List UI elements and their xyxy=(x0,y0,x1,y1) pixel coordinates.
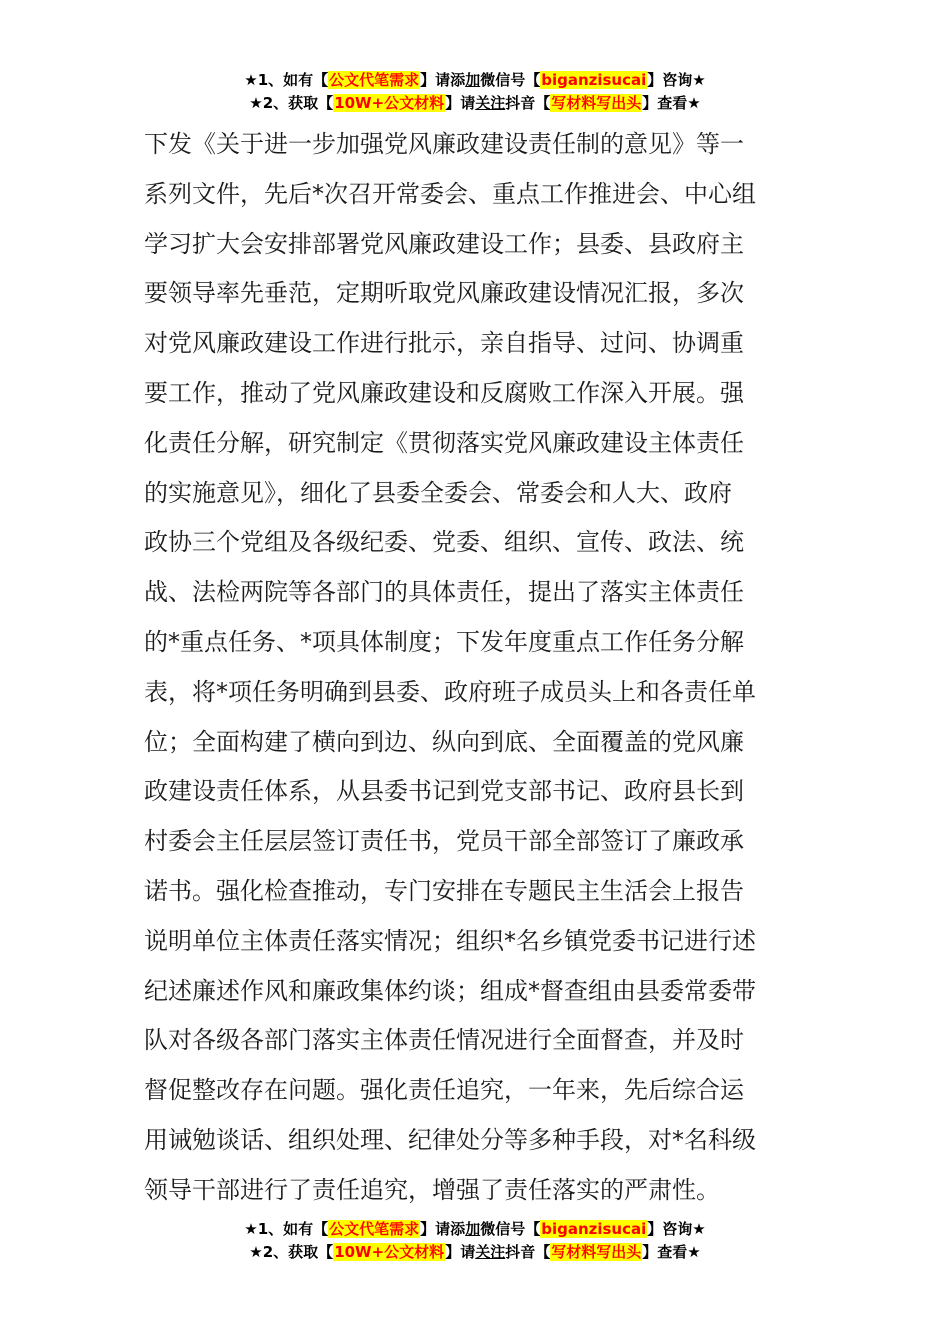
banner-text: 抖音【 xyxy=(505,1243,551,1261)
banner-highlight: 公文代笔需求 xyxy=(329,1220,420,1238)
body-line: 政建设责任体系，从县委书记到党支部书记、政府县长到 xyxy=(144,777,744,806)
banner-underlined-text: 关注 xyxy=(475,1243,506,1261)
body-line: 用诫勉谈话、组织处理、纪律处分等多种手段，对*名科级 xyxy=(144,1125,756,1154)
banner-douyin-id: 写材料写出头 xyxy=(551,1243,642,1261)
banner-text: 】请 xyxy=(445,1243,476,1261)
body-line: 化责任分解，研究制定《贯彻落实党风廉政建设主体责任 xyxy=(144,428,744,457)
body-line: 战、法检两院等各部门的具体责任，提出了落实主体责任 xyxy=(144,578,744,607)
body-line: 说明单位主体责任落实情况；组织*名乡镇党委书记进行述 xyxy=(144,926,756,955)
banner-douyin-id: 写材料写出头 xyxy=(551,94,642,112)
body-line: 对党风廉政建设工作进行批示，亲自指导、过问、协调重 xyxy=(144,329,744,358)
banner-highlight: 公文代笔需求 xyxy=(329,71,420,89)
banner-text: ★2、获取【 xyxy=(249,1243,334,1261)
banner-line-1 xyxy=(0,1218,950,1241)
banner-text: 微信号【 xyxy=(480,1220,541,1238)
document-body xyxy=(144,120,809,1216)
body-line: 要工作，推动了党风廉政建设和反腐败工作深入开展。强 xyxy=(144,378,744,407)
banner-wechat-id: biganzisucai xyxy=(541,71,647,89)
banner-text: 】请 xyxy=(445,94,476,112)
body-line: 村委会主任层层签订责任书，党员干部全部签订了廉政承 xyxy=(144,827,744,856)
banner-underlined-text: 加 xyxy=(465,71,481,89)
body-line: 学习扩大会安排部署党风廉政建设工作；县委、县政府主 xyxy=(144,229,744,258)
body-line: 系列文件，先后*次召开常委会、重点工作推进会、中心组 xyxy=(144,179,756,208)
banner-text: 】查看★ xyxy=(642,94,701,112)
banner-line-2 xyxy=(0,92,950,115)
banner-text: ★1、如有【 xyxy=(244,71,329,89)
body-line: 诺书。强化检查推动，专门安排在专题民主生活会上报告 xyxy=(144,876,744,905)
banner-text: 抖音【 xyxy=(505,94,551,112)
footer-banner xyxy=(0,1218,950,1264)
body-line: 的*重点任务、*项具体制度；下发年度重点工作任务分解 xyxy=(144,627,744,656)
banner-text: ★2、获取【 xyxy=(249,94,334,112)
banner-text: 】请添 xyxy=(420,1220,466,1238)
banner-underlined-text: 关注 xyxy=(475,94,506,112)
body-line: 下发《关于进一步加强党风廉政建设责任制的意见》等一 xyxy=(144,130,744,158)
banner-text: 微信号【 xyxy=(480,71,541,89)
body-line: 队对各级各部门落实主体责任情况进行全面督查，并及时 xyxy=(144,1026,744,1055)
body-line: 领导干部进行了责任追究，增强了责任落实的严肃性。 xyxy=(144,1175,720,1204)
banner-highlight: 10W+公文材料 xyxy=(334,94,445,112)
banner-text: 】请添 xyxy=(420,71,466,89)
body-line: 的实施意见》，细化了县委全委会、常委会和人大、政府 xyxy=(144,478,732,507)
banner-text: ★1、如有【 xyxy=(244,1220,329,1238)
body-line: 要领导率先垂范，定期听取党风廉政建设情况汇报，多次 xyxy=(144,279,744,308)
body-line: 纪述廉述作风和廉政集体约谈；组成*督查组由县委常委带 xyxy=(144,976,756,1005)
banner-line-2 xyxy=(0,1241,950,1264)
banner-wechat-id: biganzisucai xyxy=(541,1220,647,1238)
body-line: 表，将*项任务明确到县委、政府班子成员头上和各责任单 xyxy=(144,677,756,706)
banner-highlight: 10W+公文材料 xyxy=(334,1243,445,1261)
body-line: 政协三个党组及各级纪委、党委、组织、宣传、政法、统 xyxy=(144,528,744,557)
banner-underlined-text: 加 xyxy=(465,1220,481,1238)
banner-line-1 xyxy=(0,69,950,92)
header-banner xyxy=(0,69,950,115)
body-line: 督促整改存在问题。强化责任追究，一年来，先后综合运 xyxy=(144,1076,744,1105)
banner-text: 】咨询★ xyxy=(647,71,706,89)
banner-text: 】查看★ xyxy=(642,1243,701,1261)
banner-text: 】咨询★ xyxy=(647,1220,706,1238)
body-line: 位；全面构建了横向到边、纵向到底、全面覆盖的党风廉 xyxy=(144,727,744,756)
